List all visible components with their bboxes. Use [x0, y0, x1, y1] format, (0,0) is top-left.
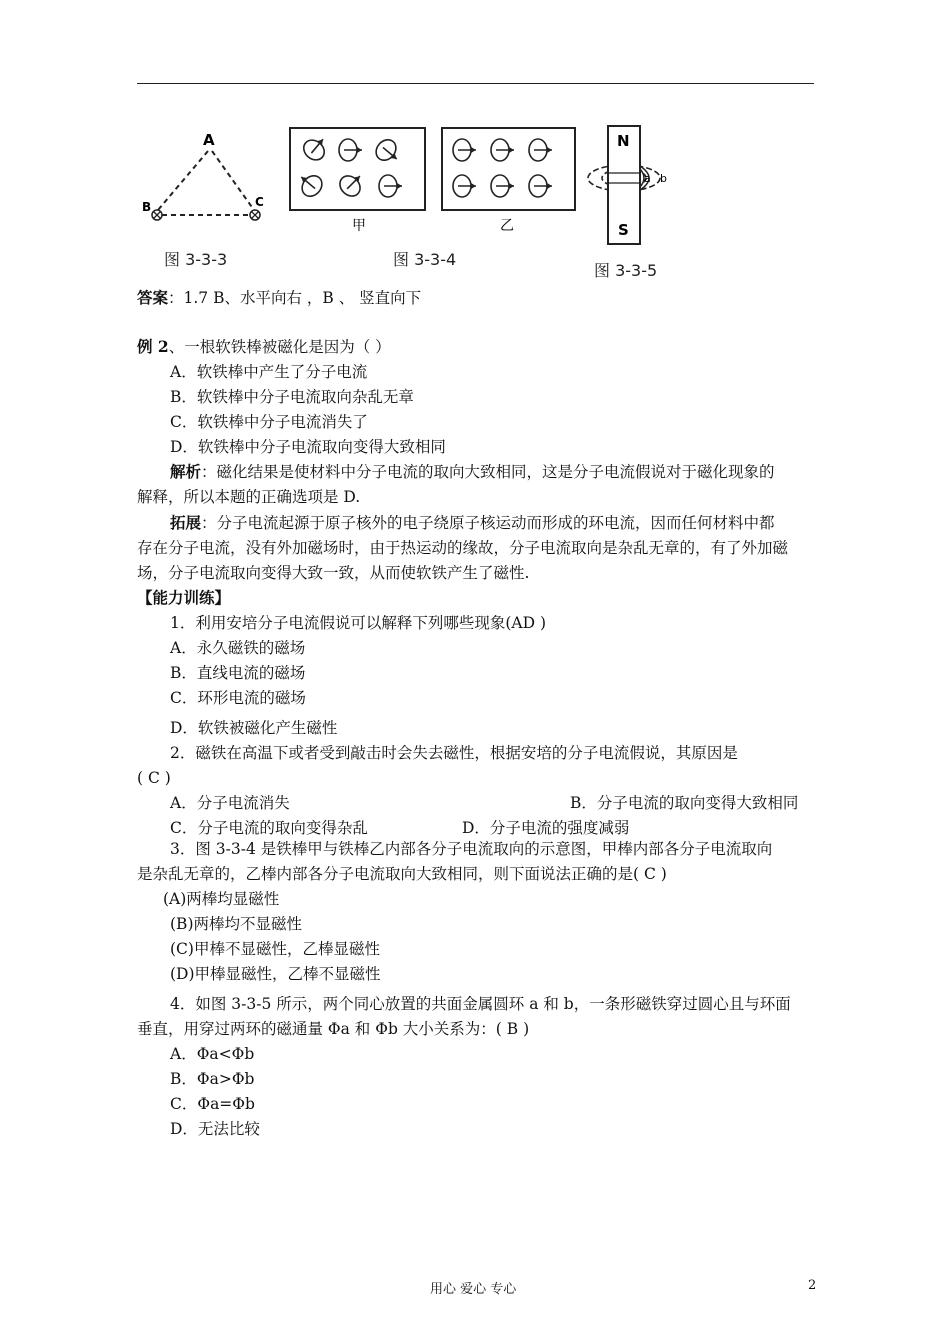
q2-option-a: A．分子电流消失	[170, 794, 290, 812]
q4-stem-line-1: 4．如图 3-3-5 所示，两个同心放置的共面金属圆环 a 和 b，一条形磁铁穿过圆心且与环面	[170, 995, 791, 1013]
q1-stem: 1．利用安培分子电流假说可以解释下列哪些现象(AD )	[170, 614, 547, 632]
extension-text-1: ：分子电流起源于原子核外的电子绕原子核运动而形成的环电流，因而任何材料中都	[201, 514, 775, 532]
fig1-label-a: A	[203, 131, 215, 149]
q2-stem-line-1: 2．磁铁在高温下或者受到敲击时会失去磁性，根据安培的分子电流假说，其原因是	[170, 744, 738, 762]
header-rule	[137, 83, 814, 84]
q4-option-b: B．Φa>Φb	[170, 1070, 255, 1088]
q1-option-b: B．直线电流的磁场	[170, 664, 306, 682]
magnet-n-label: N	[617, 132, 630, 150]
example2-option-a: A．软铁棒中产生了分子电流	[170, 363, 368, 381]
q2-stem-line-2: ( C )	[137, 769, 171, 787]
q3-stem-line-2: 是杂乱无章的，乙棒内部各分子电流取向大致相同，则下面说法正确的是( C )	[137, 865, 667, 883]
answer-text: ：1.7 B、水平向右 ，B 、 竖直向下	[168, 289, 422, 307]
fig2-label-jia: 甲	[352, 218, 366, 234]
ring-a-label: a	[644, 172, 651, 185]
extension-line-3: 场，分子电流取向变得大致一致，从而使软铁产生了磁性.	[137, 564, 530, 582]
footer-text: 用心 爱心 专心	[430, 1282, 517, 1297]
cross-icon	[154, 212, 161, 219]
cross-icon	[252, 212, 259, 219]
example2-option-b: B．软铁棒中分子电流取向杂乱无章	[170, 388, 414, 406]
ring-b-label: b	[660, 172, 667, 185]
q4-option-c: C．Φa=Φb	[170, 1095, 255, 1113]
q3-option-a: (A)两棒均显磁性	[163, 890, 280, 908]
molecular-currents-jia	[294, 132, 404, 200]
q1-option-c: C．环形电流的磁场	[170, 689, 306, 707]
figure-3-3-5	[582, 122, 677, 250]
analysis-text-1: ：磁化结果是使材料中分子电流的取向大致相同，这是分子电流假说对于磁化现象的	[201, 463, 775, 481]
example2-label: 例 2	[137, 337, 169, 356]
q3-stem-line-1: 3．图 3-3-4 是铁棒甲与铁棒乙内部各分子电流取向的示意图，甲棒内部各分子电流取向	[170, 840, 773, 858]
training-heading: 【能力训练】	[137, 588, 231, 607]
q4-option-a: A．Φa<Φb	[170, 1045, 255, 1063]
q3-option-b: (B)两棒均不显磁性	[170, 915, 302, 933]
q1-option-a: A．永久磁铁的磁场	[170, 639, 306, 657]
answer-label: 答案	[137, 288, 169, 307]
analysis-line-1	[170, 462, 775, 482]
fig1-caption: 图 3-3-3	[164, 250, 228, 269]
q4-option-d: D．无法比较	[170, 1120, 260, 1138]
analysis-line-2: 解释，所以本题的正确选项是 D.	[137, 488, 361, 506]
q2-option-b: B．分子电流的取向变得大致相同	[570, 794, 799, 812]
q3-option-c: (C)甲棒不显磁性，乙棒显磁性	[170, 940, 380, 958]
dashed-side-ab	[158, 151, 208, 210]
molecular-currents-yi	[453, 139, 552, 197]
example2-option-c: C．软铁棒中分子电流消失了	[170, 413, 368, 431]
fig2-label-yi: 乙	[500, 218, 514, 234]
example2-question	[137, 337, 391, 357]
fig3-caption: 图 3-3-5	[594, 261, 658, 280]
q2-option-c: C．分子电流的取向变得杂乱	[170, 819, 368, 837]
example2-stem: 、一根软铁棒被磁化是因为（ ）	[168, 338, 391, 356]
q4-stem-line-2: 垂直，用穿过两环的磁通量 Φa 和 Φb 大小关系为：( B )	[137, 1020, 530, 1038]
magnet-s-label: S	[618, 221, 629, 239]
dashed-side-ac	[212, 151, 254, 210]
analysis-label: 解析	[170, 462, 202, 481]
fig2-caption: 图 3-3-4	[393, 250, 457, 269]
extension-line-1	[170, 513, 775, 533]
figure-3-3-4	[288, 126, 588, 236]
extension-line-2: 存在分子电流，没有外加磁场时，由于热运动的缘故，分子电流取向是杂乱无章的，有了外加磁	[137, 539, 789, 557]
answer-line	[137, 288, 421, 308]
q1-option-d: D．软铁被磁化产生磁性	[170, 719, 338, 737]
page-number: 2	[808, 1278, 817, 1293]
q2-option-d: D．分子电流的强度减弱	[462, 819, 630, 837]
q3-option-d: (D)甲棒显磁性，乙棒不显磁性	[170, 965, 381, 983]
example2-option-d: D．软铁棒中分子电流取向变得大致相同	[170, 438, 446, 456]
figure-3-3-3	[140, 125, 280, 235]
fig1-label-b: B	[142, 200, 152, 214]
fig1-label-c: C	[255, 195, 264, 209]
extension-label: 拓展	[170, 513, 202, 532]
